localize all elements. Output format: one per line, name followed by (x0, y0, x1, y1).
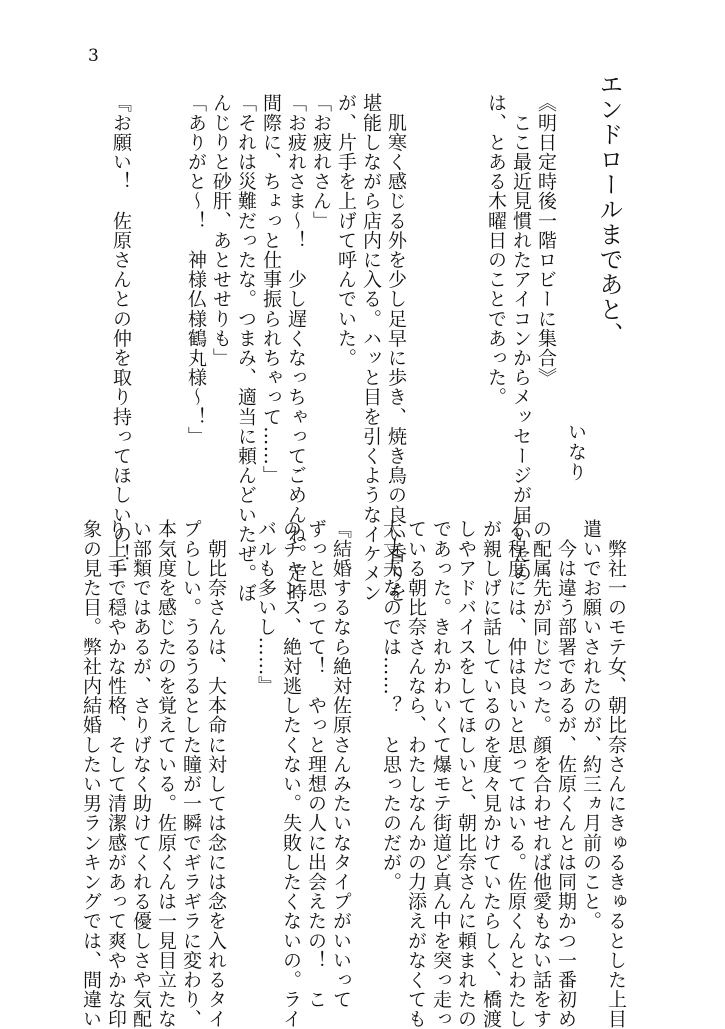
text-line: ずっと思ってて！ やっと理想の人に出会えたの！ こ (305, 519, 327, 1009)
text-line: 「それは災難だったな。つまみ、適当に頼んどいたぜ。ぼ (235, 93, 257, 603)
text-line: る程度には、仲は良いと思ってはいる。佐原くんとわたし (505, 519, 527, 1029)
author-name: いなり (565, 422, 587, 482)
text-line: 遣いでお願いされたのが、約三ヵ月前のこと。 (580, 519, 602, 931)
text-line: 象の見た目。弊社内結婚したい男ランキングでは、間違い (80, 519, 102, 1029)
text-line: 弊社一のモテ女、朝比奈さんにきゅるきゅるとした上目 (605, 519, 627, 1029)
text-line: い部類ではあるが、さりげなく助けてくれる優しさや気配 (130, 519, 152, 1029)
text-line: 肌寒く感じる外を少し足早に歩き、焼き鳥の良い香りを (385, 93, 407, 603)
text-line: しやアドバイスをしてほしいと、朝比奈さんに頼まれたの (455, 519, 477, 1029)
text-line: ている朝比奈さんなら、わたしなんかの力添えがなくても (405, 519, 427, 1029)
text-line: 「ありがと〜！ 神様仏様鶴丸様〜！」 (185, 93, 207, 446)
text-line: 本気度を感じたのを覚えている。佐原くんは一見目立たな (155, 519, 177, 1029)
text-line: 『結婚するなら絶対佐原さんみたいなタイプがいいって (330, 519, 352, 1009)
text-line: が、片手を上げて呼んでいた。 (335, 93, 357, 368)
text-line: んじりと砂肝、あとせせりも」 (210, 93, 232, 368)
text-line: り上手で穏やかな性格、そして清潔感があって爽やかな印 (105, 519, 127, 1029)
text-line: バルも多いし……』 (255, 519, 277, 696)
text-line: が親しげに話しているのを度々見かけていたらしく、橋渡 (480, 519, 502, 1029)
text-line: 「お疲れさん」 (310, 93, 332, 231)
text-line: 堪能しながら店内に入る。ハッと目を引くようなイケメン (360, 93, 382, 603)
story-title: エンドロールまであと、 (595, 72, 623, 347)
text-line: 今は違う部署であるが、佐原くんとは同期かつ一番初め (555, 519, 577, 1029)
page-number: 3 (88, 46, 99, 66)
text-line: 朝比奈さんは、大本命に対しては念には念を入れるタイ (205, 519, 227, 1029)
text-line: のチャンス、絶対逃したくない。失敗したくないの。ライ (280, 519, 302, 1029)
text-line: であった。きれかわいくて爆モテ街道ど真ん中を突っ走っ (430, 519, 452, 1029)
text-line: プらしい。うるうるとした瞳が一瞬でギラギラに変わり、 (180, 519, 202, 1029)
text-line: 『お願い！ 佐原さんとの仲を取り持ってほしいの！』 (110, 93, 132, 583)
text-line: は、とある木曜日のことであった。 (485, 93, 507, 407)
text-line: ここ最近見慣れたアイコンからメッセージが届いたの (510, 93, 532, 583)
text-line: 大丈夫なのでは……？ と思ったのだが。 (380, 519, 402, 892)
text-line: 間際に、ちょっと仕事振られちゃって……」 (260, 93, 282, 485)
text-line: 「お疲れさま〜！ 少し遅くなっちゃってごめんね。定時 (285, 93, 307, 603)
text-line: の配属先が同じだった。顔を合わせれば他愛もない話をす (530, 519, 552, 1029)
text-line: 《明日定時後一階ロビーに集合》 (535, 93, 557, 387)
